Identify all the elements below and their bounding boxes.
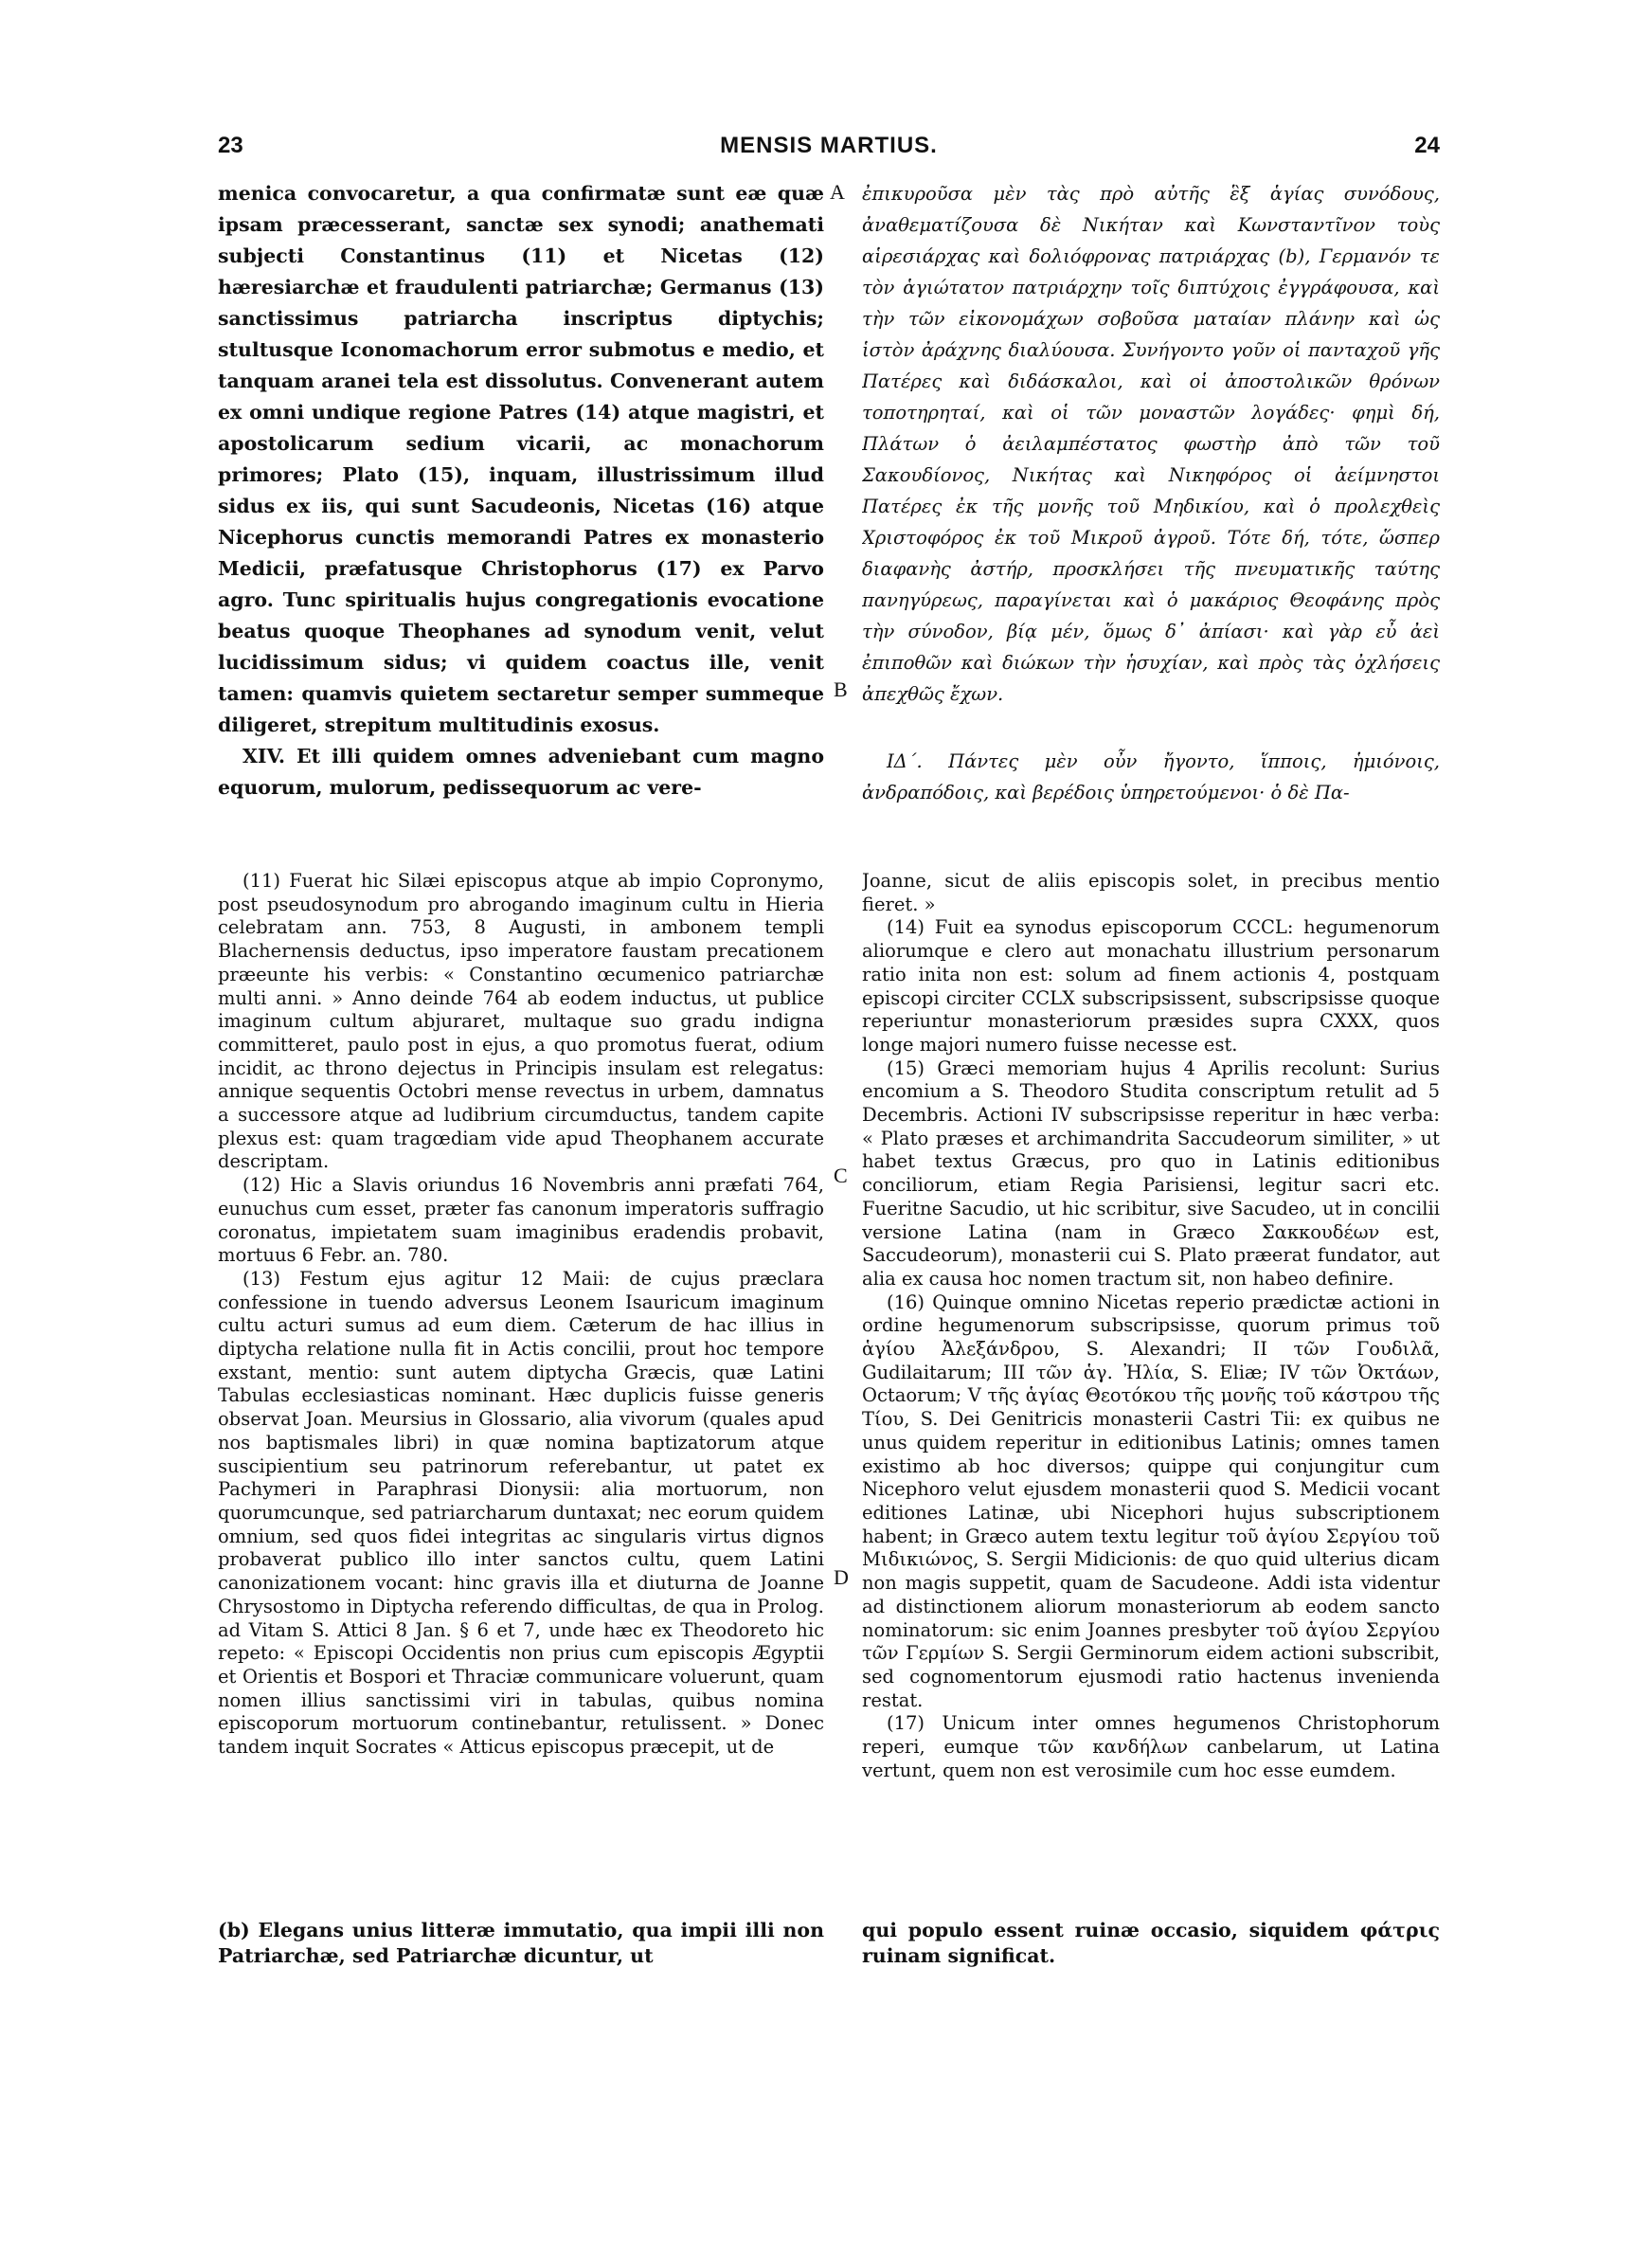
greek-main-column — [862, 178, 1440, 841]
footnote-b-continued: qui populo essent ruinæ occasio, siquidem φάτρις ruinam significat. — [862, 1919, 1440, 1967]
latin-main-paragraph-xiv: XIV. Et illi quidem omnes adveniebant cum magno equorum, mulorum, pedissequorum ac vere- — [218, 745, 824, 799]
note-14: (14) Fuit ea synodus episcoporum CCCL: hegumenorum aliorumque e clero aut monachatu illustrium personarum ratio inita non est: solum ad finem actionis 4, postquam episcopi circiter CCLX subscripsissent, subscripsisse quoque reperiuntur monasteriorum præsides supra CXXX, quos longe majori numero fuisse necesse est. — [862, 916, 1440, 1056]
section-marker-c: C — [834, 1164, 848, 1187]
note-16: (16) Quinque omnino Nicetas reperio prædictæ actioni in ordine hegumenorum subscripsisse, quorum primus τοῦ ἁγίου Ἀλεξάνδρου, S. Alexandri; II τῶν Γουδιλᾶ, Gudilaitarum; III τῶν ἁγ. Ἠλία, S. Eliæ; IV τῶν Ὀκτάων, Octaorum; V τῆς ἁγίας Θεοτόκου τῆς μονῆς τοῦ κάστρου τῆς Τίου, S. Dei Genitricis monasterii Castri Tii: ex quibus ne unus quidem reperitur in editionibus Latinis; omnes tamen existimo ab hoc diversos; quippe qui conjungitur cum Nicephoro velut ejusdem monasterii quod S. Medicii vocant editiones Latinæ, ubi Nicephori hujus subscriptionem habent; in Græco autem textu legitur τοῦ ἁγίου Σεργίου τοῦ Μιδικιώνος, S. Sergii Midicionis: de quo quid ulterius dicam non magis suppetit, quam de Sacudeone. Addi ista videntur ad distinctionem aliorum monasteriorum ab eodem sancto nominatorum: sic enim Joannes presbyter τοῦ ἁγίου Σεργίου τῶν Γερμίων S. Sergii Germinorum eidem actioni subscribit, sed cognomentorum ejusmodi ratio hactenus invenienda restat. — [862, 1291, 1440, 1711]
notes-right-column — [862, 870, 1440, 1898]
latin-main-paragraph: menica convocaretur, a qua confirmatæ sunt eæ quæ ipsam præcesserant, sanctæ sex synodi; anathemati subjecti Constantinus (11) et Nicetas (12) hæresiarchæ et fraudulenti patriarchæ; Germanus (13) sanctissimus patriarcha inscriptus diptychis; stultusque Iconomachorum error submotus e medio, et tanquam aranei tela est dissolutus. Convenerant autem ex omni undique regione Patres (14) atque magistri, et apostolicarum sedium vicarii, ac monachorum primores; Plato (15), inquam, illustrissimum illud sidus ex iis, qui sunt Sacudeonis, Nicetas (16) atque Nicephorus cunctis memorandi Patres ex monasterio Medicii, præfatusque Christophorus (17) ex Parvo agro. Tunc spiritualis hujus congregationis evocatione beatus quoque Theophanes ad synodum venit, velut lucidissimum sidus; vi quidem coactus ille, venit tamen: quamvis quietem sectaretur semper summeque diligeret, strepitum multitudinis exosus. — [218, 182, 824, 736]
footnote-left — [218, 1918, 824, 1975]
note-12: (12) Hic a Slavis oriundus 16 Novembris anni præfati 764, eunuchus cum esset, præter fas canonum imperatoris suffragio coronatus, impietatem suam imaginibus eradendis probavit, mortuus 6 Febr. an. 780. — [218, 1174, 824, 1267]
note-13-continued: Joanne, sicut de aliis episcopis solet, in precibus mentio fieret. » — [862, 870, 1440, 915]
page-title: MENSIS MARTIUS. — [720, 133, 938, 158]
footnote-right — [862, 1918, 1440, 1975]
section-marker-a: A — [830, 180, 845, 204]
page-number-left: 23 — [218, 133, 243, 158]
running-header — [218, 133, 1440, 171]
greek-main-paragraph: ἐπικυροῦσα μὲν τὰς πρὸ αὐτῆς ἓξ ἁγίας συνόδους, ἀναθεματίζουσα δὲ Νικήταν καὶ Κωνσταντῖνον τοὺς αἱρεσιάρχας καὶ δολιόφρονας πατριάρχας (b), Γερμανόν τε τὸν ἁγιώτατον πατριάρχην τοῖς διπτύχοις ἐγγράφουσα, καὶ τὴν τῶν εἰκονομάχων σοβοῦσα ματαίαν πλάνην καὶ ὡς ἱστὸν ἀράχνης διαλύουσα. Συνήγοντο γοῦν οἱ πανταχοῦ γῆς Πατέρες καὶ διδάσκαλοι, καὶ οἱ ἀποστολικῶν θρόνων τοποτηρηταί, καὶ οἱ τῶν μοναστῶν λογάδες· φημὶ δή, Πλάτων ὁ ἀειλαμπέστατος φωστὴρ ἀπὸ τῶν τοῦ Σακουδίονος, Νικήτας καὶ Νικηφόρος οἱ ἀείμνηστοι Πατέρες ἐκ τῆς μονῆς τοῦ Μηδικίου, καὶ ὁ προλεχθεὶς Χριστοφόρος ἐκ τοῦ Μικροῦ ἀγροῦ. Τότε δή, τότε, ὥσπερ διαφανὴς ἀστήρ, προσκλήσει τῆς πνευματικῆς ταύτης πανηγύρεως, παραγίνεται καὶ ὁ μακάριος Θεοφάνης πρὸς τὴν σύνοδον, βίᾳ μέν, ὅμως δ᾽ ἀπίασι· καὶ γὰρ εὖ ἀεὶ ἐπιποθῶν καὶ διώκων τὴν ἡσυχίαν, καὶ πρὸς τὰς ὀχλήσεις ἀπεχθῶς ἔχων. — [862, 183, 1440, 705]
note-11: (11) Fuerat hic Silæi episcopus atque ab impio Copronymo, post pseudosynodum pro abrogando imaginum cultu in Hieria celebratam ann. 753, 8 Augusti, in ambonem templi Blachernensis deductus, ipso imperatore faustam precationem præeunte his verbis: « Constantino œcumenico patriarchæ multi anni. » Anno deinde 764 ab eodem inductus, ut publice imaginum cultum abjuraret, multaque suo gradu indigna committeret, paulo post in ejus, a quo promotus fuerat, odium incidit, ac throno dejectus in Principis insulam est relegatus: annique sequentis Octobri mense revectus in urbem, damnatus a successore atque ad ludibrium circumductus, tandem capite plexus est: quam tragœdiam vide apud Theophanem accurate descriptam. — [218, 870, 824, 1173]
page-number-right: 24 — [1414, 133, 1440, 158]
note-13: (13) Festum ejus agitur 12 Maii: de cujus præclara confessione in tuendo adversus Leonem Isauricum imaginum cultu acturi sumus ad eum diem. Cæterum de hac illius in diptycha relatione nulla fit in Actis concilii, prout hoc tempore exstant, mentio: sunt autem diptycha Græcis, quæ Latini Tabulas ecclesiasticas nominant. Hæc duplicis fuisse generis observat Joan. Meursius in Glossario, alia vivorum (quales apud nos baptismales libri) in quæ nomina baptizatorum atque suscipientium seu patrinorum referebantur, ut patet ex Pachymeri in Paraphrasi Dionysii: alia mortuorum, non quorumcunque, sed patriarcharum duntaxat; nec eorum quidem omnium, sed quos fidei integritas ac singularis virtus dignos probaverat publico illo inter sanctos cultu, quem Latini canonizationem vocant: hinc gravis illa et diuturna de Joanne Chrysostomo in Diptycha referendo difficultas, de qua in Prolog. ad Vitam S. Attici 8 Jan. § 6 et 7, unde hæc ex Theodoreto hic repeto: « Episcopi Occidentis non prius cum episcopis Ægyptii et Orientis et Bospori et Thraciæ communicare voluerunt, quam nomen illius sanctissimi viri in tabulas, quibus nomina episcoporum mortuorum continebantur, retulissent. » Donec tandem inquit Socrates « Atticus episcopus præcepit, ut de — [218, 1267, 824, 1759]
notes-left-column — [218, 870, 824, 1898]
note-17: (17) Unicum inter omnes hegumenos Christophorum reperi, eumque τῶν κανδήλων canbelarum, ut Latina vertunt, quem non est verosimile cum hoc esse eumdem. — [862, 1712, 1440, 1781]
section-marker-b: B — [834, 677, 848, 701]
section-marker-d: D — [834, 1565, 849, 1589]
footnote-b: (b) Elegans unius litteræ immutatio, qua impii illi non Patriarchæ, sed Patriarchæ dicuntur, ut — [218, 1919, 824, 1967]
note-15: (15) Græci memoriam hujus 4 Aprilis recolunt: Surius encomium a S. Theodoro Studita conscriptum retulit ad 5 Decembris. Actioni IV subscripsisse reperitur in hæc verba: « Plato præses et archimandrita Saccudeorum similiter, » ut habet textus Græcus, pro quo in Latinis editionibus conciliorum, etiam Regia Parisiensi, legitur sacri etc. Fueritne Sacudio, ut hic scribitur, sive Sacudeo, ut in concilii versione Latina (nam in Græco Σακκουδέων est, Saccudeorum), monasterii cui S. Plato præerat fundator, aut alia ex causa hoc nomen tractum sit, non habeo definire. — [862, 1056, 1440, 1290]
latin-main-column — [218, 178, 824, 841]
greek-main-paragraph-xiv: ΙΔ΄. Πάντες μὲν οὖν ἤγοντο, ἵπποις, ἡμιόνοις, ἀνδραπόδοις, καὶ βερέδοις ὑπηρετούμενοι· ὁ δὲ Πα- — [862, 750, 1440, 803]
